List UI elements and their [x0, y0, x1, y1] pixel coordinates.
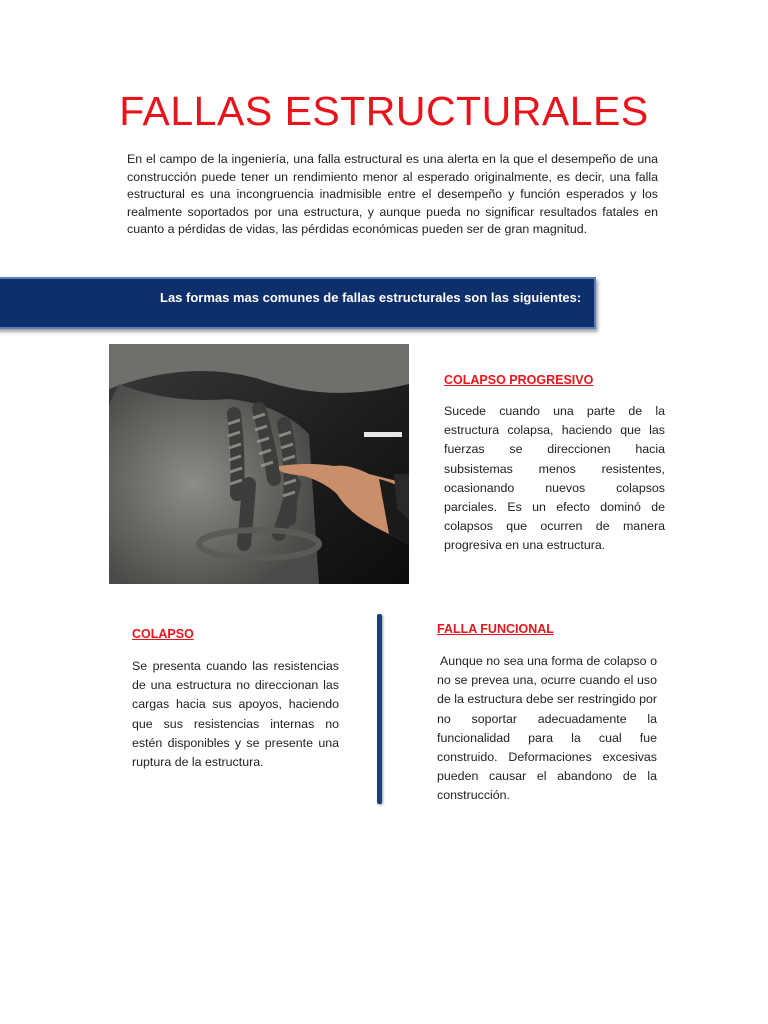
- body-colapso: Se presenta cuando las resistencias de una estructura no direccionan las cargas hacia sus apoyos, haciendo que sus resistencias internas no estén disponibles y se presente una ruptura de la estructura.: [132, 659, 339, 770]
- body-falla-funcional: Aunque no sea una forma de colapso o no se prevea una, ocurre cuando el uso de la estructura debe ser restringido por no soportar adecuadamente la funcionalidad para la cual fue construido. Deformaciones excesivas pueden causar el abandono de la construcción.: [437, 654, 657, 803]
- section-banner: [0, 277, 596, 329]
- body-colapso-progresivo: Sucede cuando una parte de la estructura colapsa, haciendo que las fuerzas se direccionen hacia subsistemas menos resistentes, ocasionando nuevos colapsos parciales. Es un efecto dominó de colapsos que ocurren de manera progresiva en una estructura.: [444, 404, 665, 553]
- page-title: FALLAS ESTRUCTURALES: [119, 88, 649, 134]
- collapsed-column-photo: [109, 344, 409, 584]
- banner-text: Las formas mas comunes de fallas estructurales son las siguientes:: [160, 290, 582, 305]
- intro-paragraph: En el campo de la ingeniería, una falla estructural es una alerta en la que el desempeño de una construcción puede tener un rendimiento menor al esperado originalmente, es decir, una falla estructural es una incongruencia inadmisible entre el desempeño y función esperados y los realmente soportados por una estructura, y aunque pueda no significar resultados fatales en cuanto a pérdidas de vidas, las pérdidas económicas pueden ser de gran magnitud.: [127, 152, 658, 237]
- heading-falla-funcional: FALLA FUNCIONAL: [437, 622, 554, 636]
- heading-colapso-progresivo: COLAPSO PROGRESIVO: [444, 373, 594, 387]
- column-divider: [377, 614, 382, 804]
- rebar-photo-illustration: [109, 344, 409, 584]
- heading-colapso: COLAPSO: [132, 627, 194, 641]
